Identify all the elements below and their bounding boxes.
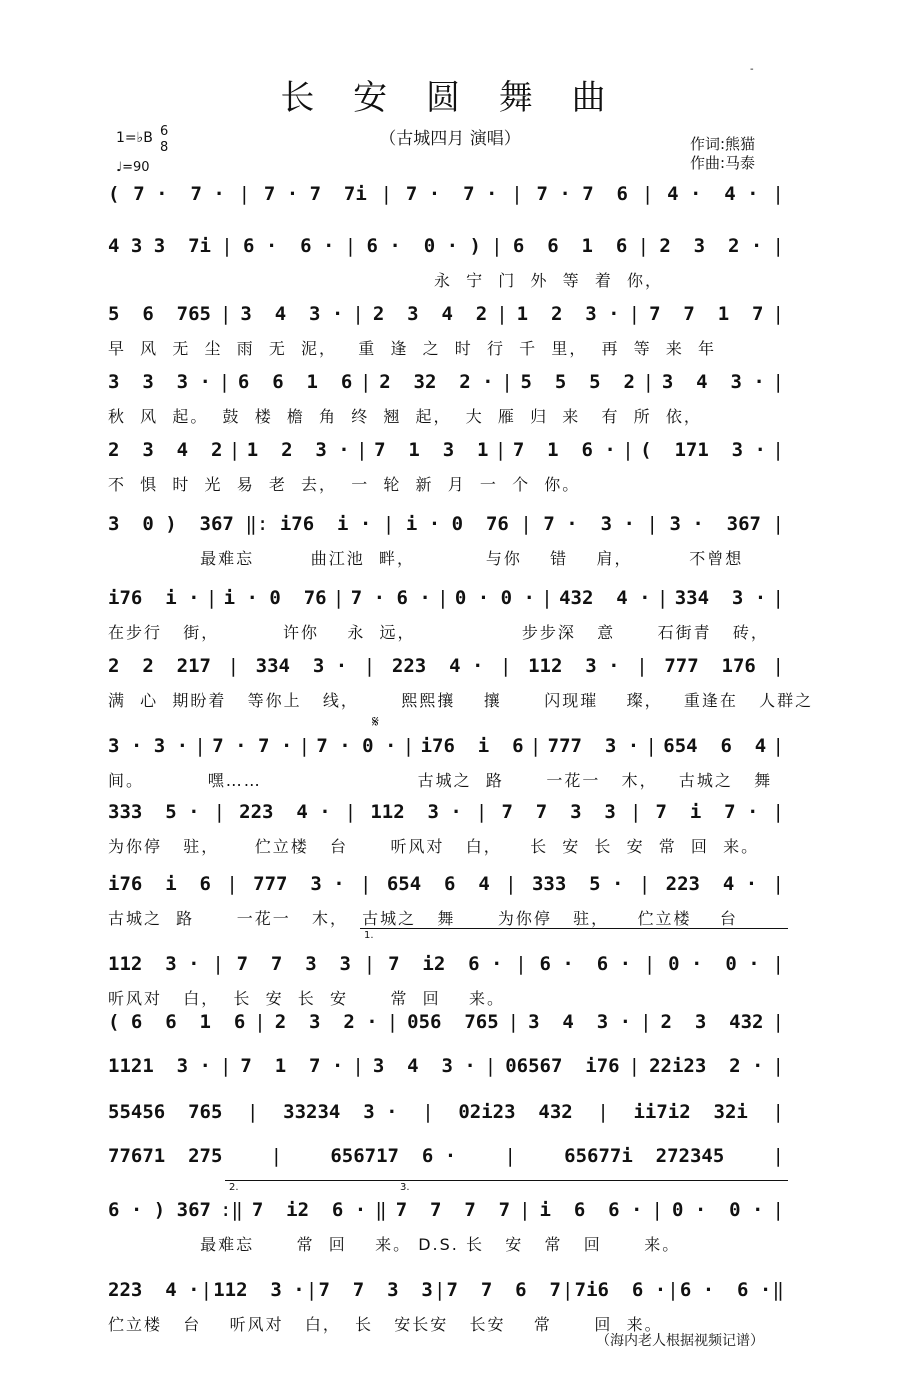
measure-notes: 334 3 ·	[255, 655, 348, 677]
measure-notes: 3 · 367	[669, 513, 761, 535]
measure-notes: 7 1 6 ·	[512, 439, 616, 461]
lyrics-line: 最难忘 曲江池 畔， 与你 错 肩， 不曾想	[108, 549, 744, 568]
measure-notes: 0 · 0 ·	[454, 587, 535, 609]
notation-line	[108, 1276, 784, 1304]
barline: |	[515, 953, 527, 975]
measure-notes: 7 7 7 7	[395, 1199, 511, 1221]
barline: |	[562, 1279, 574, 1301]
measure-notes: 7 · 3 ·	[543, 513, 635, 535]
barline: |	[494, 439, 507, 461]
barline: ‖:	[245, 513, 269, 535]
time-signature	[160, 124, 168, 156]
measure-notes: i76 i ·	[108, 587, 200, 609]
barline: |	[628, 1055, 641, 1077]
barline: |	[520, 513, 532, 535]
measure-notes: 02i23 432	[458, 1101, 573, 1123]
measure-notes: 654 6 4	[663, 735, 767, 757]
barline: |	[772, 371, 784, 393]
measure-notes: 7 · 7 7i	[263, 183, 367, 205]
barline: |	[507, 1011, 520, 1033]
measure-notes: 112 3 ·	[213, 1279, 305, 1301]
performer-note: （古城四月 演唱）	[379, 129, 521, 149]
measure-notes: 65677i 272345	[564, 1145, 725, 1167]
measure-notes: 6 · 6 ·	[242, 235, 335, 257]
barline: |	[386, 1011, 399, 1033]
notation-line	[108, 1052, 784, 1080]
barline: |	[504, 1145, 516, 1167]
measure-notes: i · 0 76	[405, 513, 509, 535]
barline: |	[298, 735, 311, 757]
measure-notes: 112 3 ·	[108, 953, 200, 975]
measure-notes: 4 3 3 7i	[108, 235, 211, 257]
notation-line	[108, 584, 784, 612]
notation-line	[108, 180, 784, 208]
measure-notes: 777 3 ·	[253, 873, 345, 895]
meter-top: 6	[160, 124, 169, 139]
measure-notes: 654 6 4	[386, 873, 490, 895]
barline: |	[638, 873, 651, 895]
measure-notes: 223 4 ·	[108, 1279, 200, 1301]
barline: |	[380, 183, 393, 205]
barline: |	[641, 183, 654, 205]
measure-notes: 1 2 3 ·	[516, 303, 620, 325]
measure-notes: 056 765	[407, 1011, 499, 1033]
barline: |	[629, 801, 642, 823]
lyrics-line: 满 心 期盼着 等你上 线， 熙熙攘 攘 闪现璀 璨， 重逢在 人群之	[108, 691, 814, 710]
notation-line	[108, 652, 784, 680]
measure-notes: 7 7 1 7	[649, 303, 764, 325]
measure-notes: 7 i2 6 ·	[388, 953, 503, 975]
composer-credit: 作曲:马泰	[690, 154, 756, 172]
measure-notes: 1 2 3 ·	[246, 439, 350, 461]
volta-bracket-1	[360, 928, 788, 929]
barline: |	[505, 873, 517, 895]
measure-notes: 7 7 6 7	[446, 1279, 561, 1301]
measure-notes: 777 3 ·	[547, 735, 640, 757]
barline: |	[656, 587, 669, 609]
barline: |	[772, 1101, 784, 1123]
barline: |	[484, 1055, 497, 1077]
barline: |	[352, 303, 364, 325]
barline: |	[511, 183, 523, 205]
barline: |	[475, 801, 488, 823]
barline: |	[194, 735, 206, 757]
barline: |	[205, 587, 218, 609]
song-title: 长 安 圆 舞 曲	[280, 78, 620, 118]
measure-notes: 2 3 4 2	[372, 303, 488, 325]
measure-notes: 333 5 ·	[531, 873, 624, 895]
measure-notes: 4 · 4 ·	[667, 183, 759, 205]
barline: |	[212, 953, 224, 975]
lyrics-line: 最难忘 常 回 来。 D.S. 长 安 常 回 来。	[108, 1235, 681, 1254]
measure-notes: 7i6 6 ·	[574, 1279, 667, 1301]
notation-line	[108, 232, 784, 260]
volta-3-label: 3.	[400, 1182, 410, 1193]
measure-notes: 0 · 0 ·	[668, 953, 760, 975]
measure-notes: 3 4 3 ·	[240, 303, 344, 325]
corner-mark: -	[750, 64, 754, 75]
measure-notes: 3 4 3 ·	[372, 1055, 476, 1077]
barline: |	[772, 873, 784, 895]
barline: |	[772, 439, 784, 461]
measure-notes: i 6 6 ·	[539, 1199, 643, 1221]
measure-notes: 6 6 1 6	[237, 371, 353, 393]
measure-notes: 2 3 432	[660, 1011, 764, 1033]
barline: |	[772, 1199, 784, 1221]
measure-notes: 3 3 3 ·	[108, 371, 211, 393]
measure-notes: 223 4 ·	[665, 873, 758, 895]
measure-notes: 6 6 1 6	[512, 235, 628, 257]
measure-notes: 7 7 3 3	[236, 953, 351, 975]
measure-notes: 656717 6 ·	[330, 1145, 457, 1167]
measure-notes: ( 6 6 1 6	[108, 1011, 246, 1033]
measure-notes: ii7i2 32i	[633, 1101, 748, 1123]
measure-notes: (	[108, 183, 120, 205]
barline: |	[500, 655, 512, 677]
lyrics-line: 为你停 驻， 伫立楼 台 听风对 白， 长 安 长 安 常 回 来。	[108, 837, 760, 856]
barline: |	[772, 235, 784, 257]
measure-notes: 7 · 7 ·	[405, 183, 498, 205]
barline: |	[772, 303, 784, 325]
barline: |	[491, 235, 503, 257]
barline: |	[221, 235, 233, 257]
notation-line	[108, 368, 784, 396]
barline: |	[213, 801, 226, 823]
barline: |	[772, 1145, 784, 1167]
notation-line	[108, 798, 784, 826]
measure-notes: 0 · 0 ·	[671, 1199, 764, 1221]
measure-notes: 777 176	[664, 655, 756, 677]
barline: |	[218, 371, 231, 393]
barline: |	[501, 371, 513, 393]
measure-notes: 7 i 7 ·	[655, 801, 759, 823]
barline: |	[363, 953, 376, 975]
measure-notes: 2 32 2 ·	[379, 371, 494, 393]
meter-bottom: 8	[160, 140, 169, 155]
measure-notes: 334 3 ·	[674, 587, 767, 609]
barline: |	[226, 873, 238, 895]
tempo-marking: ♩=90	[116, 160, 150, 175]
measure-notes: i76 i ·	[279, 513, 372, 535]
barline: |	[360, 873, 372, 895]
barline: |	[332, 587, 345, 609]
lyrics-line: 古城之 路 一花一 木， 古城之 舞 为你停 驻， 伫立楼 台	[108, 909, 738, 928]
measure-notes: 6 · 6 ·	[679, 1279, 772, 1301]
barline: |	[219, 303, 232, 325]
barline: ‖	[375, 1199, 387, 1221]
lyrics-line: 不 惧 时 光 易 老 去， 一 轮 新 月 一 个 你。	[108, 475, 581, 494]
barline: |	[772, 735, 784, 757]
measure-notes: 7 · 7 6	[536, 183, 628, 205]
measure-notes: i · 0 76	[223, 587, 327, 609]
measure-notes: 112 3 ·	[370, 801, 462, 823]
barline: |	[667, 1279, 679, 1301]
barline: |	[219, 1055, 232, 1077]
measure-notes: 7 · 0 ·	[316, 735, 397, 757]
measure-notes: 3 0 ) 367	[108, 513, 234, 535]
notation-line	[108, 1196, 784, 1224]
notation-line	[108, 1008, 784, 1036]
lyrics-line: 间。 嘿…… 古城之 路 一花一 木， 古城之 舞	[108, 771, 773, 790]
barline: |	[360, 371, 372, 393]
measure-notes: 7 · 6 ·	[350, 587, 431, 609]
barline: |	[651, 1199, 663, 1221]
barline: |	[772, 513, 784, 535]
measure-notes: ( 171 3 ·	[640, 439, 766, 461]
measure-notes: 3 4 3 ·	[661, 371, 765, 393]
measure-notes: 7 · 7 ·	[212, 735, 293, 757]
measure-notes: 3 · 3 ·	[108, 735, 189, 757]
lyrics-line: 听风对 白， 长 安 长 安 常 回 来。	[108, 989, 505, 1008]
barline: |	[772, 183, 784, 205]
barline: |	[247, 1101, 259, 1123]
measure-notes: 223 4 ·	[391, 655, 484, 677]
barline: |	[637, 235, 650, 257]
barline: |	[305, 1279, 318, 1301]
barline: |	[541, 587, 553, 609]
measure-notes: 7 7 3 3	[501, 801, 616, 823]
barline: |	[344, 235, 357, 257]
barline: |	[356, 439, 368, 461]
barline: ‖	[772, 1279, 784, 1301]
barline: |	[646, 513, 658, 535]
barline: |	[772, 587, 784, 609]
measure-notes: 2 3 4 2	[108, 439, 223, 461]
barline: |	[270, 1145, 283, 1167]
measure-notes: 6 · 0 · )	[366, 235, 481, 257]
transcriber-note: （海内老人根据视频记谱）	[596, 1333, 764, 1349]
barline: |	[422, 1101, 434, 1123]
barline: |	[344, 801, 357, 823]
barline: |	[433, 1279, 446, 1301]
segno-sign: 𝄋	[372, 712, 379, 731]
measure-notes: 7 1 7 ·	[240, 1055, 344, 1077]
barline: |	[772, 953, 784, 975]
barline: |	[772, 801, 784, 823]
barline: |	[640, 1011, 652, 1033]
barline: |	[496, 303, 508, 325]
barline: |	[254, 1011, 266, 1033]
measure-notes: 7 1 3 1	[374, 439, 489, 461]
barline: |	[645, 735, 657, 757]
notation-line	[108, 950, 784, 978]
barline: |	[402, 735, 415, 757]
measure-notes: 1121 3 ·	[108, 1055, 211, 1077]
measure-notes: 22i23 2 ·	[649, 1055, 764, 1077]
barline: |	[200, 1279, 213, 1301]
volta-2-label: 2.	[229, 1182, 239, 1193]
measure-notes: 3 4 3 ·	[528, 1011, 632, 1033]
lyrics-line: 秋 风 起。 鼓 楼 檐 角 终 翘 起， 大 雁 归 来 有 所 依，	[108, 407, 702, 426]
barline: |	[622, 439, 634, 461]
measure-notes: 2 3 2 ·	[659, 235, 763, 257]
measure-notes: 2 3 2 ·	[274, 1011, 378, 1033]
barline: |	[238, 183, 251, 205]
barline: |	[642, 371, 655, 393]
notation-line	[108, 510, 784, 538]
notation-line	[108, 1098, 784, 1126]
barline: |	[636, 655, 648, 677]
measure-notes: 5 6 765	[108, 303, 211, 325]
measure-notes: 55456 765	[108, 1101, 223, 1123]
barline: |	[628, 303, 641, 325]
barline: |	[529, 735, 542, 757]
barline: |	[228, 439, 241, 461]
measure-notes: i76 i 6	[108, 873, 211, 895]
barline: |	[597, 1101, 609, 1123]
notation-line	[108, 436, 784, 464]
measure-notes: 223 4 ·	[239, 801, 331, 823]
barline: |	[227, 655, 240, 677]
lyrics-line: 在步行 街， 许你 永 远， 步步深 意 石街青 砖，	[108, 623, 769, 642]
barline: |	[772, 655, 784, 677]
measure-notes: 112 3 ·	[528, 655, 620, 677]
lyricist-credit: 作词:熊猫	[690, 135, 756, 153]
measure-notes: 6 · ) 367	[108, 1199, 211, 1221]
measure-notes: i76 i 6	[420, 735, 524, 757]
barline: :‖	[219, 1199, 243, 1221]
lyrics-line: 伫立楼 台 听风对 白， 长 安长安 长安 常 回 来。	[108, 1315, 663, 1334]
barline: |	[352, 1055, 364, 1077]
notation-line	[108, 732, 784, 760]
measure-notes: 33234 3 ·	[283, 1101, 398, 1123]
notation-line	[108, 870, 784, 898]
measure-notes: 7 7 3 3	[318, 1279, 433, 1301]
lyrics-line: 永 宁 门 外 等 着 你，	[108, 271, 663, 290]
key-signature: 1=♭B	[116, 130, 153, 146]
measure-notes: 77671 275	[108, 1145, 223, 1167]
barline: |	[519, 1199, 531, 1221]
measure-notes: 2 2 217	[108, 655, 211, 677]
measure-notes: 7 i2 6 ·	[251, 1199, 367, 1221]
barline: |	[772, 1011, 784, 1033]
volta-1-label: 1.	[364, 930, 374, 941]
measure-notes: 06567 i76	[505, 1055, 620, 1077]
notation-line	[108, 1142, 784, 1170]
barline: |	[772, 1055, 784, 1077]
measure-notes: 6 · 6 ·	[539, 953, 632, 975]
notation-line	[108, 300, 784, 328]
barline: |	[363, 655, 376, 677]
barline: |	[643, 953, 656, 975]
barline: |	[437, 587, 449, 609]
lyrics-line: 早 风 无 尘 雨 无 泥， 重 逢 之 时 行 千 里， 再 等 来 年	[108, 339, 717, 358]
barline: |	[382, 513, 395, 535]
measure-notes: 432 4 ·	[559, 587, 651, 609]
measure-notes: 333 5 ·	[108, 801, 200, 823]
measure-notes: 5 5 5 2	[520, 371, 635, 393]
measure-notes: 7 · 7 ·	[133, 183, 225, 205]
